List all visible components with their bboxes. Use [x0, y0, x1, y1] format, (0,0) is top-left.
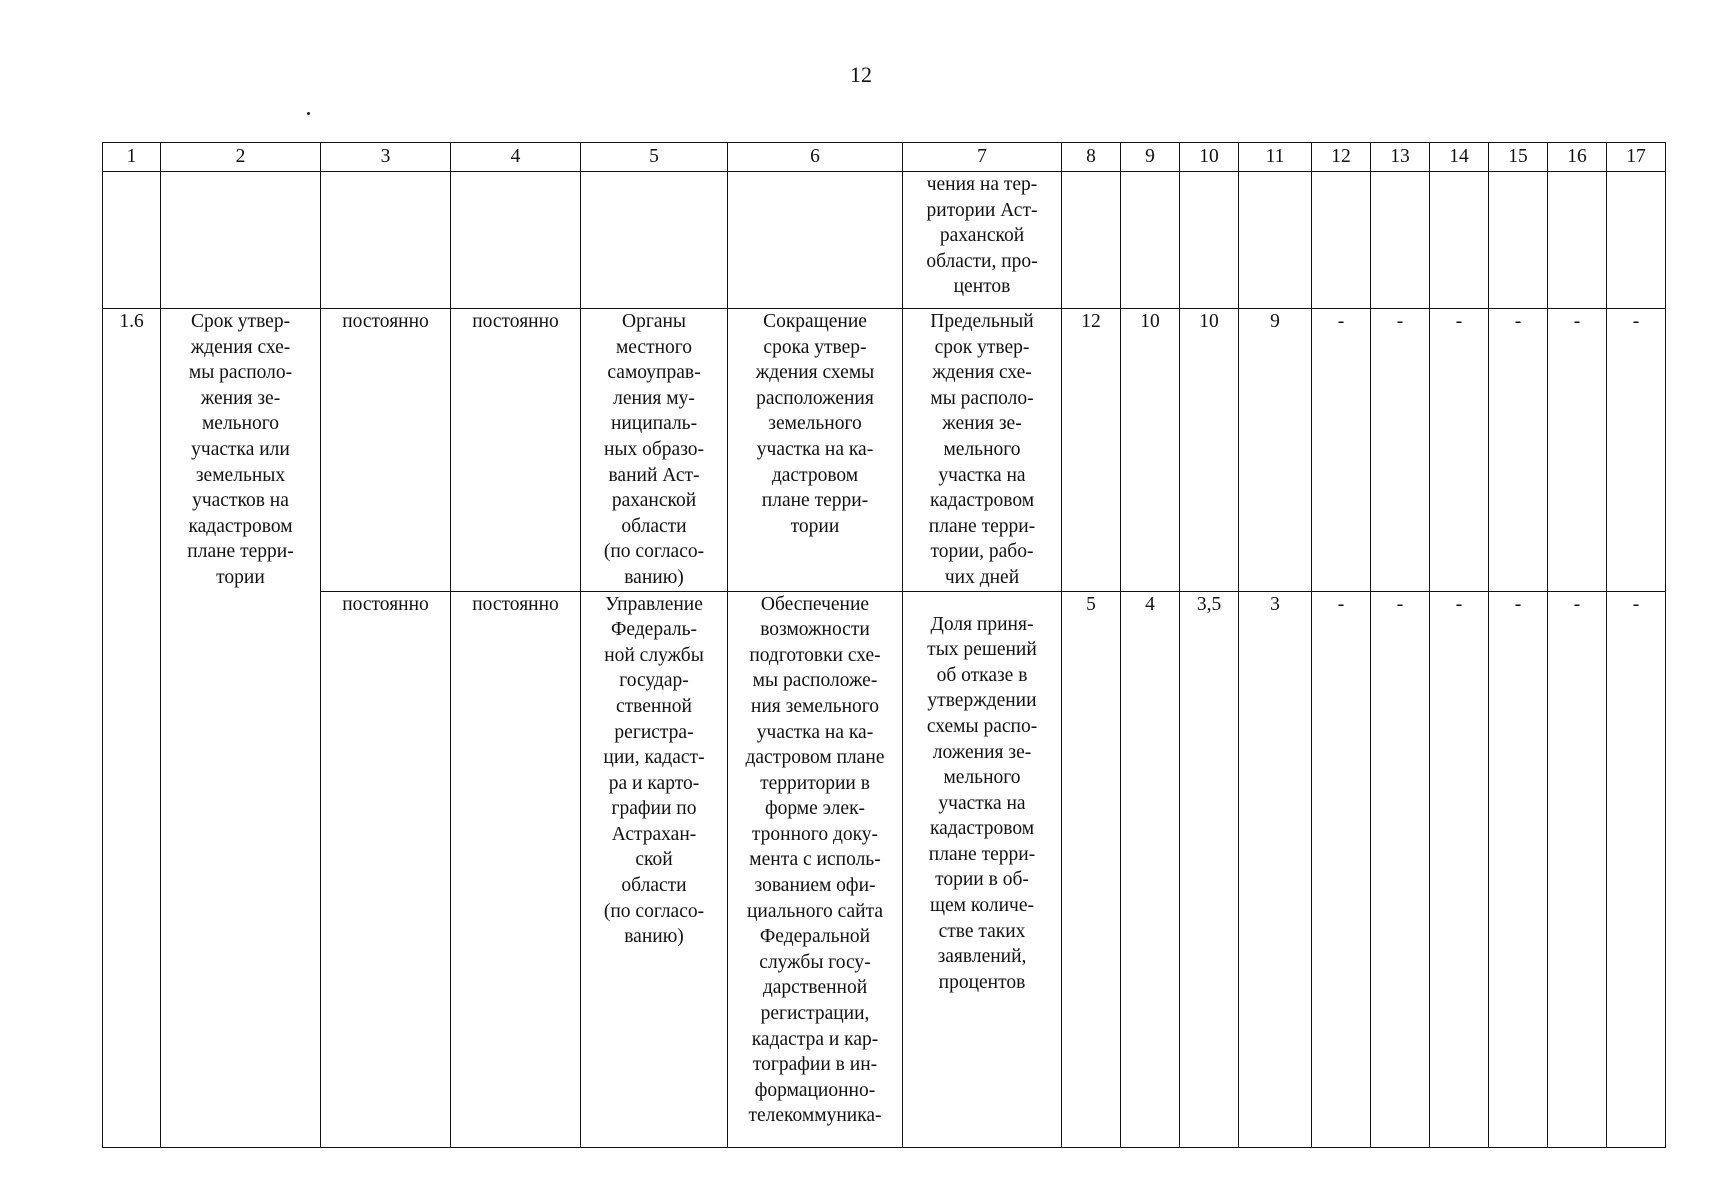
empty-cell: [1239, 172, 1312, 309]
column-header: 2: [161, 143, 321, 172]
column-header: 14: [1430, 143, 1489, 172]
column-header: 15: [1489, 143, 1548, 172]
indicator-value: 3: [1239, 591, 1312, 1147]
empty-cell: [1121, 172, 1180, 309]
empty-cell: [1548, 172, 1607, 309]
responsible-body: Управление Федераль- ной службы государ- ственной регистра- ции, кадаст- ра и карто- графии по Астрахан- ской области (по согласо- ванию): [581, 591, 728, 1147]
indicator-value: -: [1607, 591, 1666, 1147]
indicator-value: -: [1430, 309, 1489, 592]
indicator-value: -: [1371, 591, 1430, 1147]
column-header: 6: [728, 143, 903, 172]
indicator-value: -: [1430, 591, 1489, 1147]
column-header: 17: [1607, 143, 1666, 172]
indicator-value: -: [1548, 309, 1607, 592]
empty-cell: [1180, 172, 1239, 309]
empty-cell: [1062, 172, 1121, 309]
indicator-value: 5: [1062, 591, 1121, 1147]
empty-cell: [581, 172, 728, 309]
empty-cell: [728, 172, 903, 309]
empty-cell: [1607, 172, 1666, 309]
empty-cell: [1430, 172, 1489, 309]
indicator-value: -: [1371, 309, 1430, 592]
indicator-value: -: [1312, 591, 1371, 1147]
indicator-value: 10: [1180, 309, 1239, 592]
column-header: 12: [1312, 143, 1371, 172]
empty-cell: [1312, 172, 1371, 309]
page-number: 12: [850, 62, 872, 87]
header-row: [103, 143, 1666, 172]
table-row: [103, 591, 1666, 1147]
continuation-row: [103, 172, 1666, 309]
expected-result: Сокращение срока утвер- ждения схемы расположения земельного участка на ка- дастровом плане терри- тории: [728, 309, 903, 592]
column-header: 5: [581, 143, 728, 172]
scan-speck: [307, 112, 310, 115]
empty-cell: [103, 172, 161, 309]
empty-cell: [451, 172, 581, 309]
indicator-value: 12: [1062, 309, 1121, 592]
indicator-value: -: [1489, 591, 1548, 1147]
column-header: 10: [1180, 143, 1239, 172]
indicator-value: -: [1548, 591, 1607, 1147]
indicator-name: Доля приня- тых решений об отказе в утверждении схемы распо- ложения зе- мельного участка на кадастровом плане терри- тории в об- щем количе- стве таких заявлений, процентов: [903, 591, 1062, 1147]
indicator-name: Предельный срок утвер- ждения схе- мы располо- жения зе- мельного участка на кадастровом плане терри- тории, рабо- чих дней: [903, 309, 1062, 592]
column-header: 13: [1371, 143, 1430, 172]
column-header: 8: [1062, 143, 1121, 172]
indicator-value: -: [1312, 309, 1371, 592]
column-header: 1: [103, 143, 161, 172]
table-row: [103, 309, 1666, 592]
indicator-table: [102, 142, 1666, 1148]
column-header: 11: [1239, 143, 1312, 172]
indicator-value: 10: [1121, 309, 1180, 592]
expected-result: Обеспечение возможности подготовки схе- мы расположе- ния земельного участка на ка- дастровом плане территории в форме элек- тронного доку- мента с исполь- зованием офи- циального сайта Федеральной службы госу- дарственной регистрации, кадастра и кар- тографии в ин- формационно- телекоммуника-: [728, 591, 903, 1147]
start-term: постоянно: [321, 309, 451, 592]
column-header: 16: [1548, 143, 1607, 172]
start-term: постоянно: [321, 591, 451, 1147]
indicator-value: -: [1489, 309, 1548, 592]
end-term: постоянно: [451, 309, 581, 592]
indicator-value: 3,5: [1180, 591, 1239, 1147]
empty-cell: [161, 172, 321, 309]
indicator-value: -: [1607, 309, 1666, 592]
empty-cell: [321, 172, 451, 309]
indicator-value: 9: [1239, 309, 1312, 592]
empty-cell: [1489, 172, 1548, 309]
indicator-value: 4: [1121, 591, 1180, 1147]
empty-cell: [1371, 172, 1430, 309]
column-header: 7: [903, 143, 1062, 172]
column-header: 9: [1121, 143, 1180, 172]
responsible-body: Органы местного самоуправ- ления му- ниципаль- ных образо- ваний Аст- раханской области (по согласо- ванию): [581, 309, 728, 592]
row-number: 1.6: [103, 309, 161, 1148]
end-term: постоянно: [451, 591, 581, 1147]
column-header: 4: [451, 143, 581, 172]
column-header: 3: [321, 143, 451, 172]
row-title: Срок утвер- ждения схе- мы располо- жения зе- мельного участка или земельных участков на кадастровом плане терри- тории: [161, 309, 321, 1148]
indicator-continuation: чения на тер- ритории Аст- раханской области, про- центов: [903, 172, 1062, 309]
